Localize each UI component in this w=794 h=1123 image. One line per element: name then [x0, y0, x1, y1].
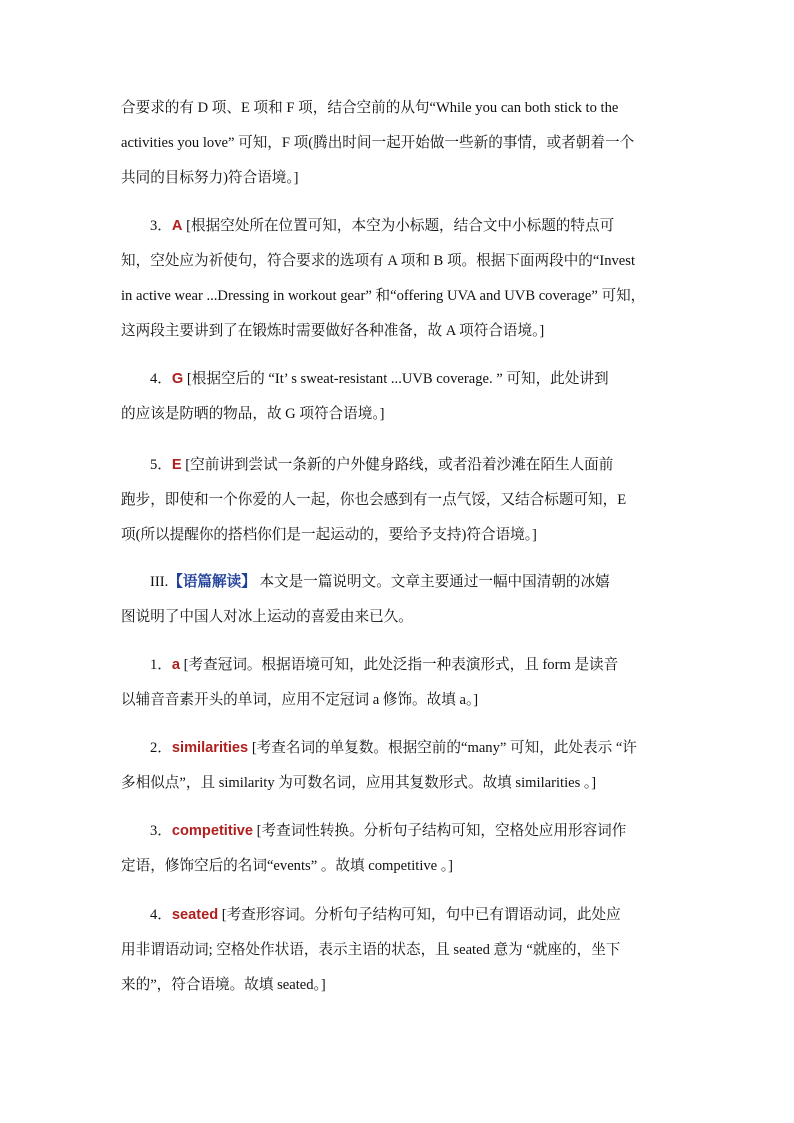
item-number: 1． [150, 657, 172, 673]
item3-line-2: 知，空处应为祈使句，符合要求的选项有 A 项和 B 项。根据下面两段中的“Invest [121, 253, 636, 269]
item-text: [空前讲到尝试一条新的户外健身路线，或者沿着沙滩在陌生人面前 [181, 457, 614, 473]
section3-heading [150, 572, 677, 592]
item3-line-3: in active wear ...Dressing in workout gear” 和“offering UVA and UVB coverage” 可知， [121, 288, 646, 304]
item5-line-1 [150, 455, 677, 475]
answer-key: E [171, 457, 182, 473]
s1-line-1 [150, 655, 677, 675]
item-number: 4． [150, 907, 172, 923]
s3-line-1 [150, 821, 677, 841]
item-text: [考查名词的单复数。根据空前的“many” 可知，此处表示 “许 [248, 740, 637, 756]
item3-line-4: 这两段主要讲到了在锻炼时需要做好各种准备，故 A 项符合语境。] [121, 323, 545, 339]
item5-line-2: 跑步，即使和一个你爱的人一起，你也会感到有一点气馁，又结合标题可知，E [121, 492, 627, 508]
item-text: [考查形容词。分析句子结构可知，句中已有谓语动词，此处应 [218, 907, 621, 923]
item-number: 2． [150, 740, 172, 756]
item4-line-1 [150, 369, 677, 389]
item-text: [根据空处所在位置可知，本空为小标题，结合文中小标题的特点可 [182, 218, 615, 234]
section-title: 【语篇解读】 [168, 574, 256, 590]
s4-line-3: 来的”，符合语境。故填 seated。] [121, 977, 326, 993]
item-number: 3． [150, 823, 172, 839]
answer-key: G [171, 371, 184, 387]
s4-line-1 [150, 905, 677, 925]
answer-key: a [171, 657, 181, 673]
item-number: 4． [150, 371, 172, 387]
answer-key: similarities [171, 740, 249, 756]
item4-line-2: 的应该是防晒的物品，故 G 项符合语境。] [121, 406, 385, 422]
answer-key: competitive [171, 823, 254, 839]
item-text: [考查冠词。根据语境可知，此处泛指一种表演形式，且 form 是读音 [180, 657, 619, 673]
item3-line-1 [150, 216, 677, 236]
s4-line-2: 用非谓语动词; 空格处作状语，表示主语的状态，且 seated 意为 “就座的，坐下 [121, 942, 621, 958]
answer-key: seated [171, 907, 219, 923]
s2-line-1 [150, 738, 677, 758]
answer-key: A [171, 218, 183, 234]
item-text: [根据空后的 “It’ s sweat-resistant ...UVB coverage. ” 可知，此处讲到 [183, 371, 609, 387]
item-number: 5． [150, 457, 172, 473]
section-text: 本文是一篇说明文。文章主要通过一幅中国清朝的冰嬉 [255, 574, 610, 590]
item-text: [考查词性转换。分析句子结构可知，空格处应用形容词作 [253, 823, 627, 839]
section-number: III. [150, 574, 169, 590]
s2-line-2: 多相似点”，且 similarity 为可数名词，应用其复数形式。故填 similarities 。] [121, 775, 597, 791]
p1-line-2: activities you love” 可知，F 项(腾出时间一起开始做一些新的事情，或者朝着一个 [121, 135, 635, 151]
section3-line-2: 图说明了中国人对冰上运动的喜爱由来已久。 [121, 609, 413, 625]
p1-line-3: 共同的目标努力)符合语境。] [121, 170, 299, 186]
s1-line-2: 以辅音音素开头的单词，应用不定冠词 a 修饰。故填 a。] [121, 692, 479, 708]
p1-line-1: 合要求的有 D 项、E 项和 F 项，结合空前的从句“While you can both stick to the [121, 100, 619, 116]
item5-line-3: 项(所以提醒你的搭档你们是一起运动的，要给予支持)符合语境。] [121, 527, 537, 543]
item-number: 3． [150, 218, 172, 234]
s3-line-2: 定语，修饰空后的名词“events” 。故填 competitive 。] [121, 858, 453, 874]
